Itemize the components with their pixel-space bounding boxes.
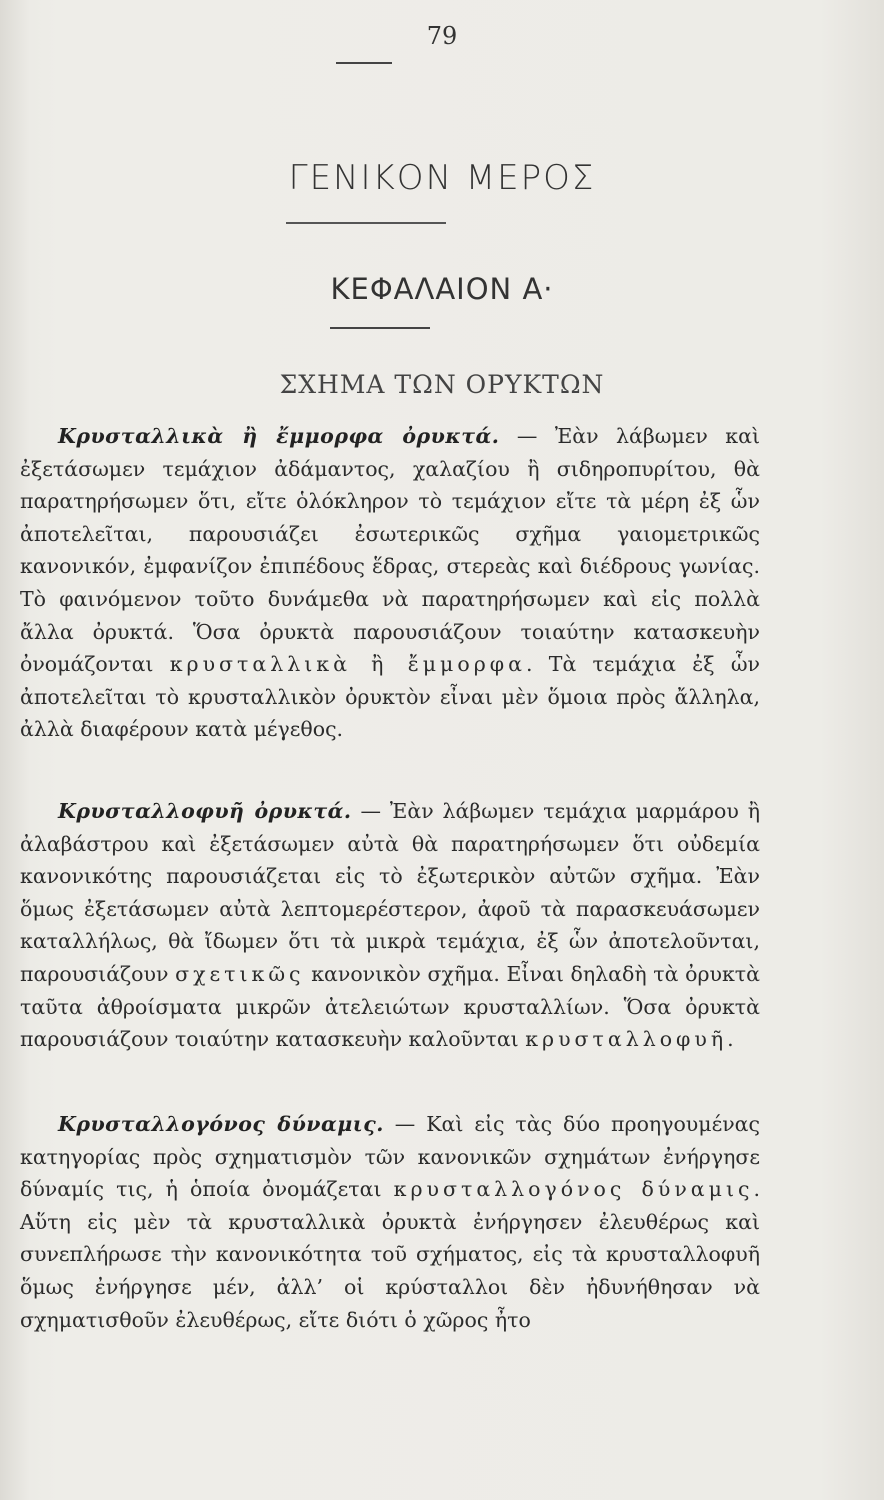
paragraph-text: — Ἐὰν λάβωμεν τεμάχια μαρμάρου ἢ ἀλαβάστρου καὶ ἐξετάσωμεν αὐτὰ θὰ παρατηρήσωμεν ὅτι οὐδεμία κανονικότης παρουσιάζεται εἰς τὸ ἐξωτερικὸν αὐτῶν σχῆμα. Ἐὰν ὅμως ἐξετάσωμεν αὐτὰ λεπτομερέστερον, ἀφοῦ τὰ παρασκευάσωμεν καταλλήλως, θὰ ἴδωμεν ὅτι τὰ μικρὰ τεμάχια, ἐξ ὧν ἀποτελοῦνται, παρουσιάζουν <box>20 799 760 986</box>
paragraph-lead: Κρυσταλλικὰ ἢ ἔμμορφα ὀρυκτά. <box>58 424 500 448</box>
paragraph-lead: Κρυσταλλογόνος δύναμις. <box>58 1112 384 1136</box>
paragraph-text: — Καὶ εἰς τὰς δύο προηγουμένας κατηγορίας πρὸς σχηματισμὸν τῶν κανονικῶν σχημάτων ἐνήργησε δύναμίς τις, ἡ ὁποία ὀνομάζεται <box>20 1112 760 1202</box>
paragraph-crystalline <box>20 420 760 746</box>
part-title: ΓΕΝΙΚΟΝ ΜΕΡΟΣ <box>288 158 596 198</box>
paragraph-lead: Κρυσταλλοφυῆ ὀρυκτά. <box>58 799 352 823</box>
part-title-rule <box>286 222 446 224</box>
paragraph-text: — Ἐὰν λάβωμεν καὶ ἐξετάσωμεν τεμάχιον ἀδάμαντος, χαλαζίου ἢ σιδηροπυρίτου, θὰ παρατηρήσωμεν ὅτι, εἴτε ὁλόκληρον τὸ τεμάχιον εἴτε τὰ μέρη ἐξ ὧν ἀποτελεῖται, παρουσιάζει ἐσωτερικῶς σχῆμα γαιομετρικῶς κανονικόν, ἐμφανίζον ἐπιπέδους ἕδρας, στερεὰς καὶ διέδρους γωνίας. Τὸ φαινόμενον τοῦτο δυνάμεθα νὰ παρατηρήσωμεν καὶ εἰς πολλὰ ἄλλα ὀρυκτά. Ὅσα ὀρυκτὰ παρουσιάζουν τοιαύτην κατασκευὴν ὀνομάζονται <box>20 424 760 677</box>
paragraph-crystallogenic-force <box>20 1108 760 1336</box>
spaced-term: κρυσταλλογόνος δύναμις <box>393 1177 754 1202</box>
paragraph-text: . Αὕτη εἰς μὲν τὰ κρυσταλλικὰ ὀρυκτὰ ἐνήργησεν ἐλευθέρως καὶ συνεπλήρωσε τὴν κανονικότητα τοῦ σχήματος, εἰς τὰ κρυσταλλοφυῆ ὅμως ἐνήργησε μέν, ἀλλ’ οἱ κρύσταλλοι δὲν ἠδυνήθησαν νὰ σχηματισθοῦν ἐλευθέρως, εἴτε διότι ὁ χῶρος ἦτο <box>20 1177 760 1332</box>
paragraph-text: . <box>727 1027 734 1052</box>
paragraph-crystallophyic <box>20 795 760 1056</box>
paragraph-text: . Τὰ τεμάχια ἐξ ὧν ἀποτελεῖται τὸ κρυσταλλικὸν ὀρυκτὸν εἶναι μὲν ὅμοια πρὸς ἄλληλα, ἀλλὰ διαφέρουν κατὰ μέγεθος. <box>20 652 760 742</box>
spaced-term: κρυσταλλοφυῆ <box>525 1027 728 1052</box>
spaced-term: σχετικῶς <box>175 961 305 986</box>
paragraph-text: κανονικὸν σχῆμα. Εἶναι δηλαδὴ τὰ ὀρυκτὰ ταῦτα ἀθροίσματα μικρῶν ἀτελειώτων κρυσταλλίων. Ὅσα ὀρυκτὰ παρουσιάζουν τοιαύτην κατασκευὴν καλοῦνται <box>20 961 760 1052</box>
chapter-title-rule <box>330 327 430 329</box>
page-number: 79 <box>426 22 458 50</box>
section-title: ΣΧΗΜΑ ΤΩΝ ΟΡΥΚΤΩΝ <box>279 370 605 399</box>
chapter-title: ΚΕΦΑΛΑΙΟΝ Α· <box>330 272 554 306</box>
page-number-underline <box>336 62 392 64</box>
spaced-term: κρυσταλλικὰ ἢ ἔμμορφα <box>169 652 526 677</box>
